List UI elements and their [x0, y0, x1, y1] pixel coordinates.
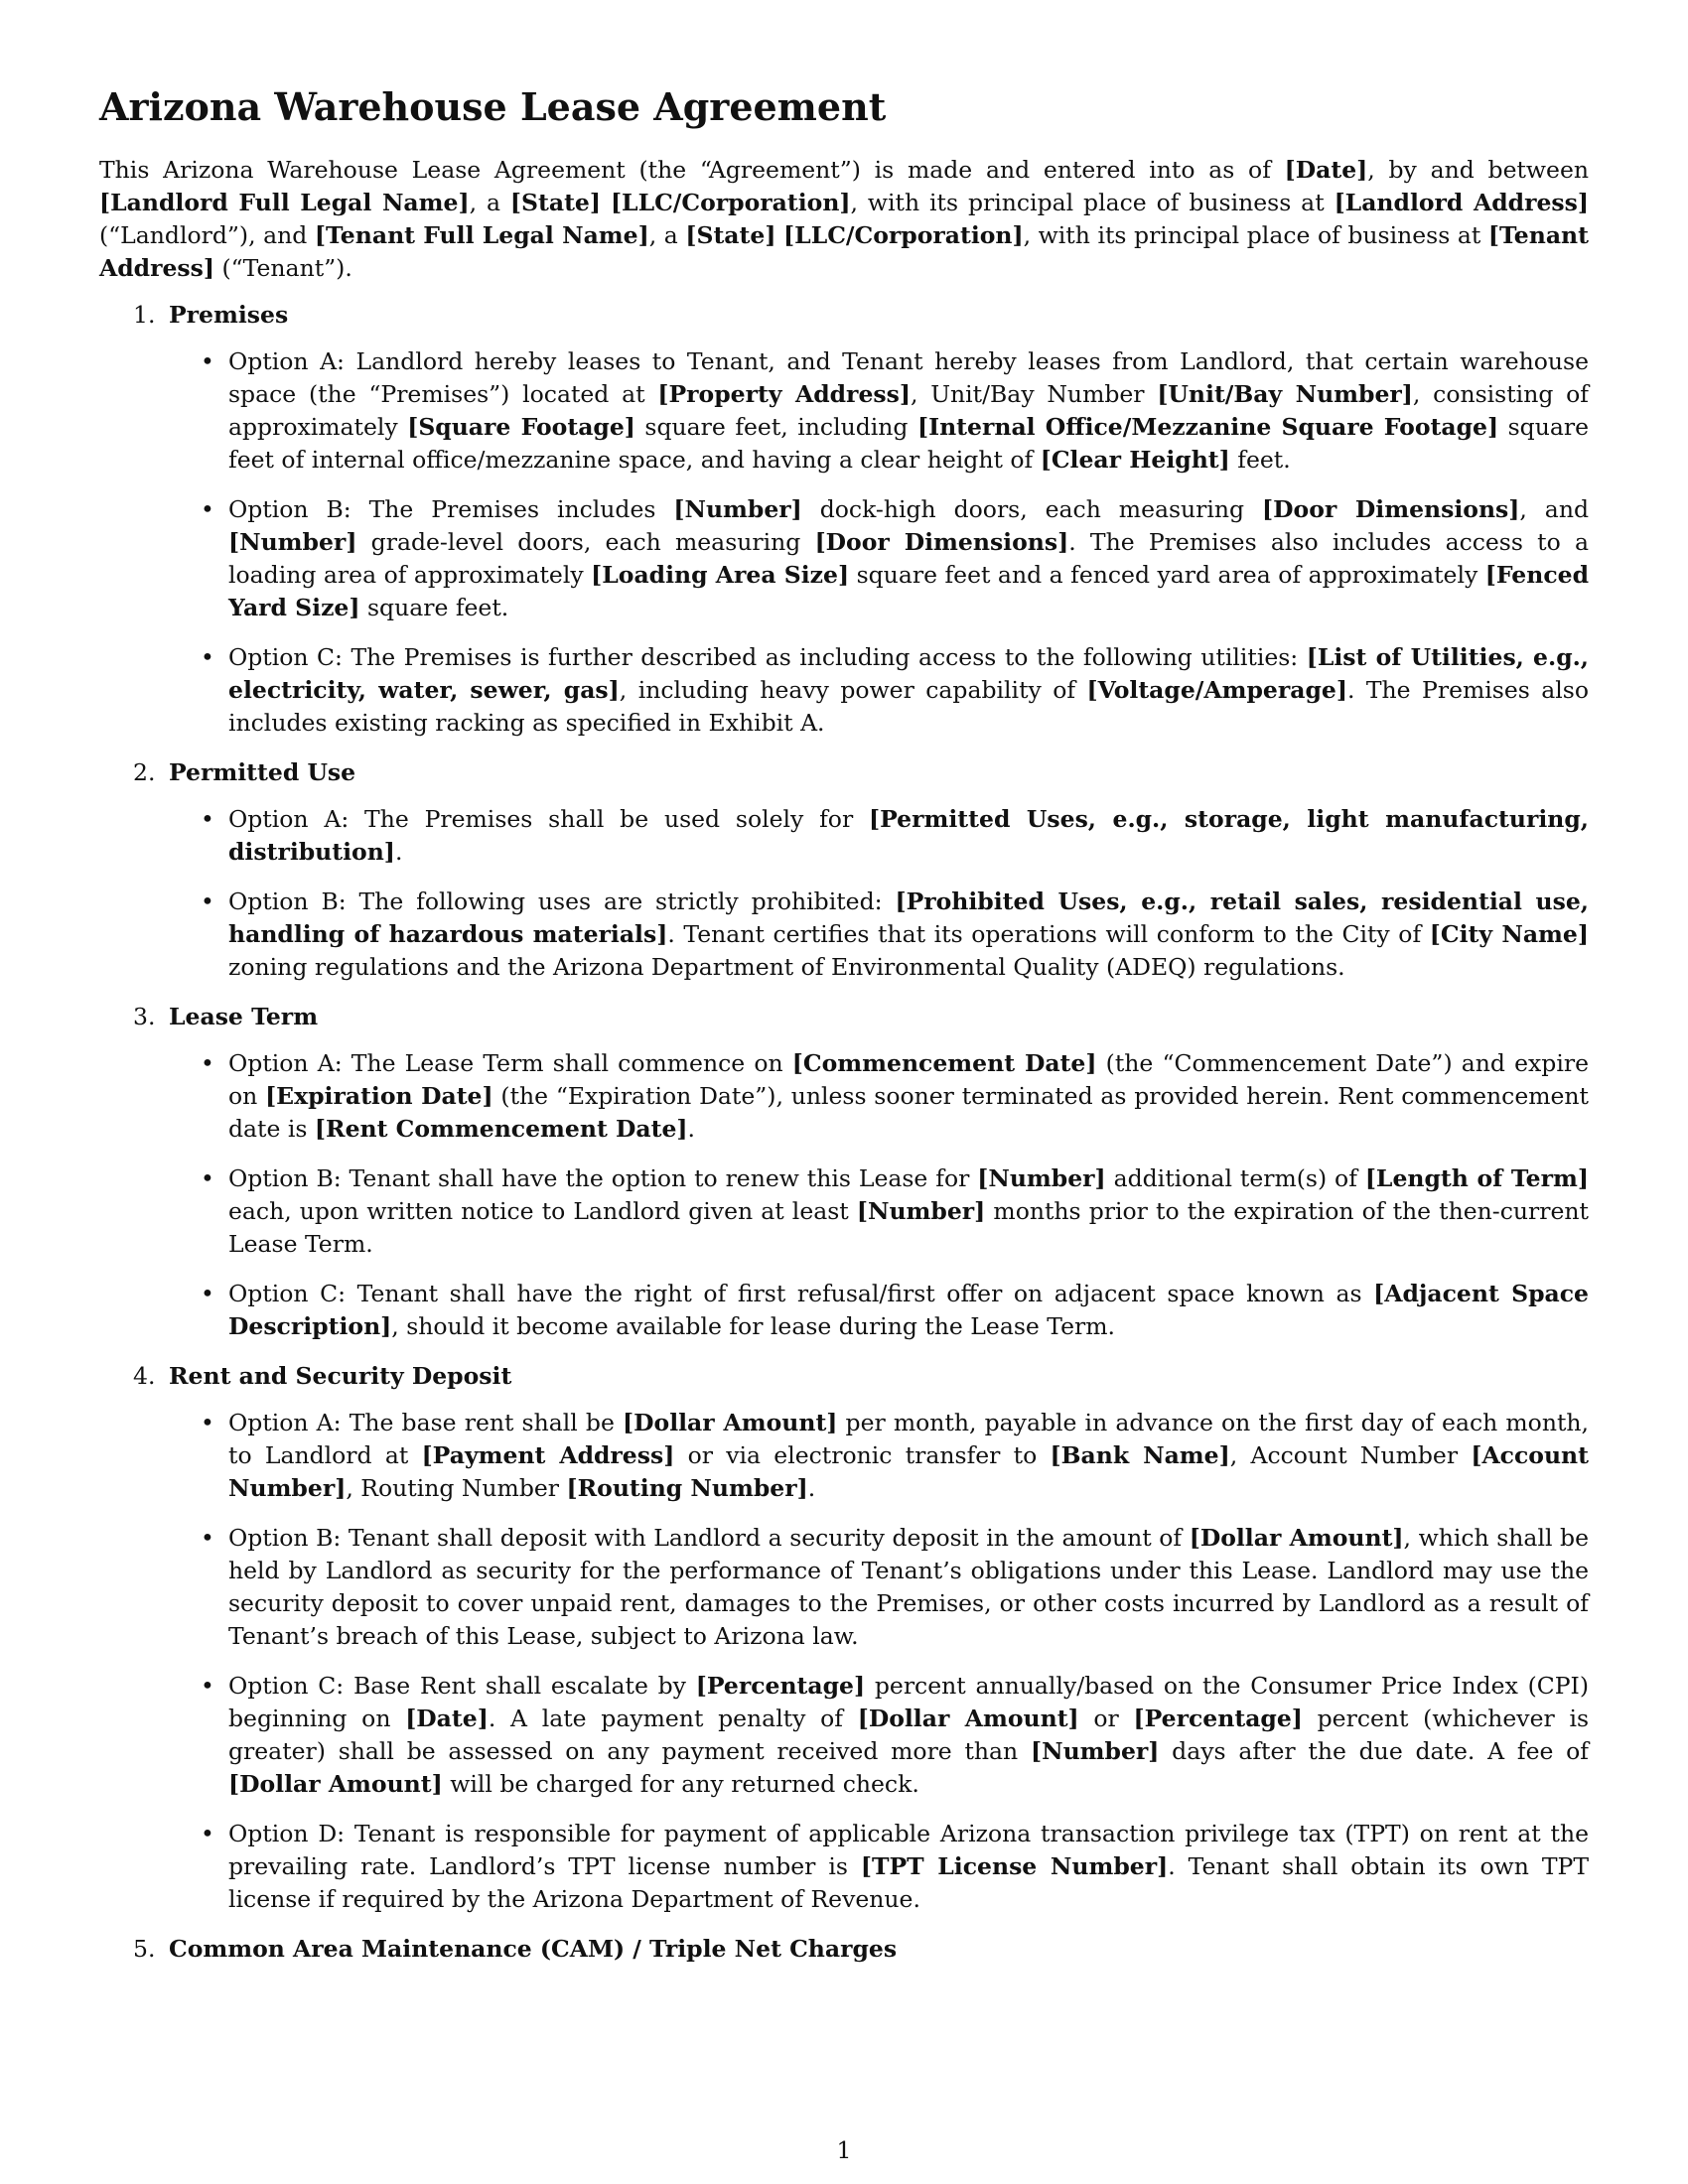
placeholder-field: [Dollar Amount]: [623, 1408, 838, 1436]
placeholder-field: [Number]: [1030, 1736, 1160, 1765]
text-run: square feet.: [359, 593, 509, 621]
section-title: Rent and Security Deposit: [169, 1361, 512, 1390]
text-run: [601, 189, 611, 216]
text-run: This Arizona Warehouse Lease Agreement (the “Agreement”) is made and entered into as of: [99, 155, 1285, 184]
section-item: [169, 299, 1589, 740]
option-item: [228, 803, 1589, 869]
placeholder-field: [Dollar Amount]: [857, 1704, 1079, 1732]
text-run: (“Tenant”).: [214, 253, 352, 282]
section-item: [169, 1933, 1589, 1966]
section-title: Lease Term: [169, 1002, 319, 1030]
section-item: [169, 756, 1589, 984]
placeholder-field: [LLC/Corporation]: [783, 220, 1024, 249]
placeholder-field: [Loading Area Size]: [591, 560, 850, 589]
text-run: Option B: The Premises includes: [228, 494, 674, 523]
text-run: , with its principal place of business at: [850, 188, 1335, 216]
text-run: grade-level doors, each measuring: [356, 527, 815, 556]
text-run: Option B: Tenant shall deposit with Landlord a security deposit in the amount of: [228, 1523, 1190, 1552]
text-run: additional term(s) of: [1105, 1163, 1365, 1192]
placeholder-field: [Dollar Amount]: [228, 1769, 443, 1798]
text-run: feet.: [1229, 445, 1291, 474]
option-list: [169, 345, 1589, 740]
text-run: [775, 221, 783, 249]
text-run: will be charged for any returned check.: [442, 1769, 919, 1798]
option-item: [228, 345, 1589, 477]
text-run: Option A: The Lease Term shall commence on: [228, 1048, 792, 1077]
placeholder-field: [Tenant Full Legal Name]: [314, 220, 649, 249]
option-item: [228, 1278, 1589, 1343]
text-run: square feet, including: [634, 412, 917, 441]
option-list: [169, 803, 1589, 984]
option-list: [169, 1407, 1589, 1916]
placeholder-field: [Number]: [977, 1163, 1106, 1192]
text-run: , by and between: [1367, 155, 1589, 184]
text-run: , Account Number: [1229, 1440, 1472, 1469]
text-run: Option A: The base rent shall be: [228, 1408, 624, 1436]
placeholder-field: [Clear Height]: [1040, 445, 1230, 474]
text-run: , Routing Number: [346, 1473, 567, 1502]
option-item: [228, 641, 1589, 740]
option-item: [228, 493, 1589, 624]
placeholder-field: [Commencement Date]: [791, 1048, 1097, 1077]
text-run: , which shall be held by Landlord as security for the performance of Tenant’s obligations under this Lease. Landlord may use the security deposit to cover unpaid rent, damages to the Premises, or other costs incurred by Landlord as a result of Tenant’s breach of this Lease, subject to Arizona law.: [228, 1523, 1589, 1650]
text-run: .: [807, 1473, 816, 1502]
placeholder-field: [Number]: [673, 494, 802, 523]
placeholder-field: [Payment Address]: [421, 1440, 675, 1469]
text-run: (the “Expiration Date”), unless sooner terminated as provided herein. Rent commencement date is: [228, 1081, 1589, 1143]
intro-paragraph: [99, 154, 1589, 285]
placeholder-field: [Door Dimensions]: [1262, 494, 1520, 523]
text-run: Option B: Tenant shall have the option to renew this Lease for: [228, 1163, 978, 1192]
placeholder-field: [State]: [509, 188, 602, 216]
text-run: square feet and a fenced yard area of approximately: [849, 560, 1485, 589]
placeholder-field: [Rent Commencement Date]: [314, 1114, 688, 1143]
option-item: [228, 1407, 1589, 1505]
placeholder-field: [Unit/Bay Number]: [1157, 379, 1413, 408]
placeholder-field: [List of Utilities, e.g., electricity, water, sewer, gas]: [228, 642, 1589, 704]
text-run: Option A: The Premises shall be used solely for: [228, 804, 869, 833]
placeholder-field: [Adjacent Space Description]: [228, 1279, 1589, 1340]
text-run: , a: [648, 220, 686, 249]
option-item: [228, 1162, 1589, 1261]
text-run: . The Premises also includes access to a loading area of approximately: [228, 527, 1589, 589]
section-title: Common Area Maintenance (CAM) / Triple Net Charges: [169, 1934, 898, 1963]
placeholder-field: [Dollar Amount]: [1189, 1523, 1404, 1552]
option-item: [228, 1047, 1589, 1146]
text-run: zoning regulations and the Arizona Department of Environmental Quality (ADEQ) regulations.: [228, 952, 1345, 981]
text-run: square feet of internal office/mezzanine space, and having a clear height of: [228, 412, 1589, 474]
document-page: [99, 84, 1589, 1979]
text-run: or via electronic transfer to: [674, 1440, 1051, 1469]
text-run: . Tenant certifies that its operations will conform to the City of: [667, 919, 1430, 948]
text-run: , should it become available for lease during the Lease Term.: [391, 1311, 1116, 1340]
text-run: , with its principal place of business at: [1023, 220, 1488, 249]
placeholder-field: [City Name]: [1429, 919, 1589, 948]
document-title: Arizona Warehouse Lease Agreement: [99, 84, 887, 129]
option-item: [228, 1522, 1589, 1653]
placeholder-field: [Length of Term]: [1364, 1163, 1589, 1192]
text-run: months prior to the expiration of the then-current Lease Term.: [228, 1196, 1589, 1258]
placeholder-field: [Percentage]: [695, 1671, 866, 1700]
text-run: Option D: Tenant is responsible for payment of applicable Arizona transaction privilege tax (TPT) on rent at the prevailing rate. Landlord’s TPT license number is: [228, 1819, 1589, 1880]
placeholder-field: [Landlord Address]: [1334, 188, 1589, 216]
placeholder-field: [Fenced Yard Size]: [228, 560, 1590, 621]
text-run: , including heavy power capability of: [619, 675, 1087, 704]
text-run: Option C: Tenant shall have the right of first refusal/first offer on adjacent space known as: [228, 1279, 1374, 1307]
placeholder-field: [Expiration Date]: [265, 1081, 493, 1110]
text-run: , a: [469, 188, 510, 216]
section-title: Premises: [169, 300, 289, 329]
text-run: , consisting of approximately: [228, 379, 1589, 441]
text-run: Option A: Landlord hereby leases to Tenant, and Tenant hereby leases from Landlord, that certain warehouse space (the “Premises”) located at: [228, 346, 1589, 408]
placeholder-field: [Internal Office/Mezzanine Square Footage]: [916, 412, 1499, 441]
text-run: each, upon written notice to Landlord given at least: [228, 1196, 857, 1225]
text-run: , and: [1519, 494, 1589, 523]
text-run: percent annually/based on the Consumer Price Index (CPI) beginning on: [228, 1671, 1589, 1732]
text-run: (the “Commencement Date”) and expire on: [228, 1048, 1590, 1110]
text-run: or: [1078, 1704, 1134, 1732]
placeholder-field: [Door Dimensions]: [814, 527, 1069, 556]
page-number: 1: [836, 2136, 852, 2164]
placeholder-field: [Routing Number]: [566, 1473, 808, 1502]
text-run: . The Premises also includes existing racking as specified in Exhibit A.: [228, 675, 1589, 737]
placeholder-field: [TPT License Number]: [860, 1851, 1169, 1880]
placeholder-field: [Square Footage]: [407, 412, 635, 441]
placeholder-field: [Date]: [405, 1704, 489, 1732]
placeholder-field: [Number]: [856, 1196, 986, 1225]
text-run: per month, payable in advance on the first day of each month, to Landlord at: [228, 1408, 1589, 1469]
placeholder-field: [Bank Name]: [1050, 1440, 1230, 1469]
text-run: , Unit/Bay Number: [910, 379, 1158, 408]
placeholder-field: [Landlord Full Legal Name]: [99, 188, 470, 216]
option-item: [228, 886, 1589, 984]
option-item: [228, 1670, 1589, 1801]
placeholder-field: [Voltage/Amperage]: [1086, 675, 1347, 704]
text-run: (“Landlord”), and: [99, 220, 315, 249]
option-item: [228, 1818, 1589, 1916]
text-run: Option B: The following uses are strictly prohibited:: [228, 887, 896, 915]
placeholder-field: [Account Number]: [228, 1440, 1589, 1502]
text-run: . A late payment penalty of: [488, 1704, 858, 1732]
option-list: [169, 1047, 1589, 1343]
placeholder-field: [Number]: [228, 527, 357, 556]
text-run: days after the due date. A fee of: [1159, 1736, 1589, 1765]
text-run: percent (whichever is greater) shall be assessed on any payment received more than: [228, 1704, 1590, 1765]
text-run: .: [687, 1114, 696, 1143]
section-title: Permitted Use: [169, 757, 356, 786]
text-run: .: [394, 837, 403, 866]
placeholder-field: [Property Address]: [657, 379, 911, 408]
placeholder-field: [LLC/Corporation]: [610, 188, 851, 216]
placeholder-field: [Tenant Address]: [99, 220, 1589, 282]
text-run: Option C: Base Rent shall escalate by: [228, 1671, 696, 1700]
placeholder-field: [Percentage]: [1133, 1704, 1303, 1732]
section-item: [169, 1360, 1589, 1916]
text-run: dock-high doors, each measuring: [801, 494, 1263, 523]
placeholder-field: [Date]: [1284, 155, 1368, 184]
placeholder-field: [State]: [685, 220, 776, 249]
section-item: [169, 1001, 1589, 1343]
placeholder-field: [Prohibited Uses, e.g., retail sales, residential use, handling of hazardous materials]: [228, 887, 1589, 948]
placeholder-field: [Permitted Uses, e.g., storage, light manufacturing, distribution]: [228, 804, 1589, 866]
section-list: [99, 299, 1589, 1966]
text-run: . Tenant shall obtain its own TPT license if required by the Arizona Department of Revenue.: [228, 1851, 1590, 1913]
text-run: Option C: The Premises is further described as including access to the following utilities:: [228, 642, 1307, 671]
